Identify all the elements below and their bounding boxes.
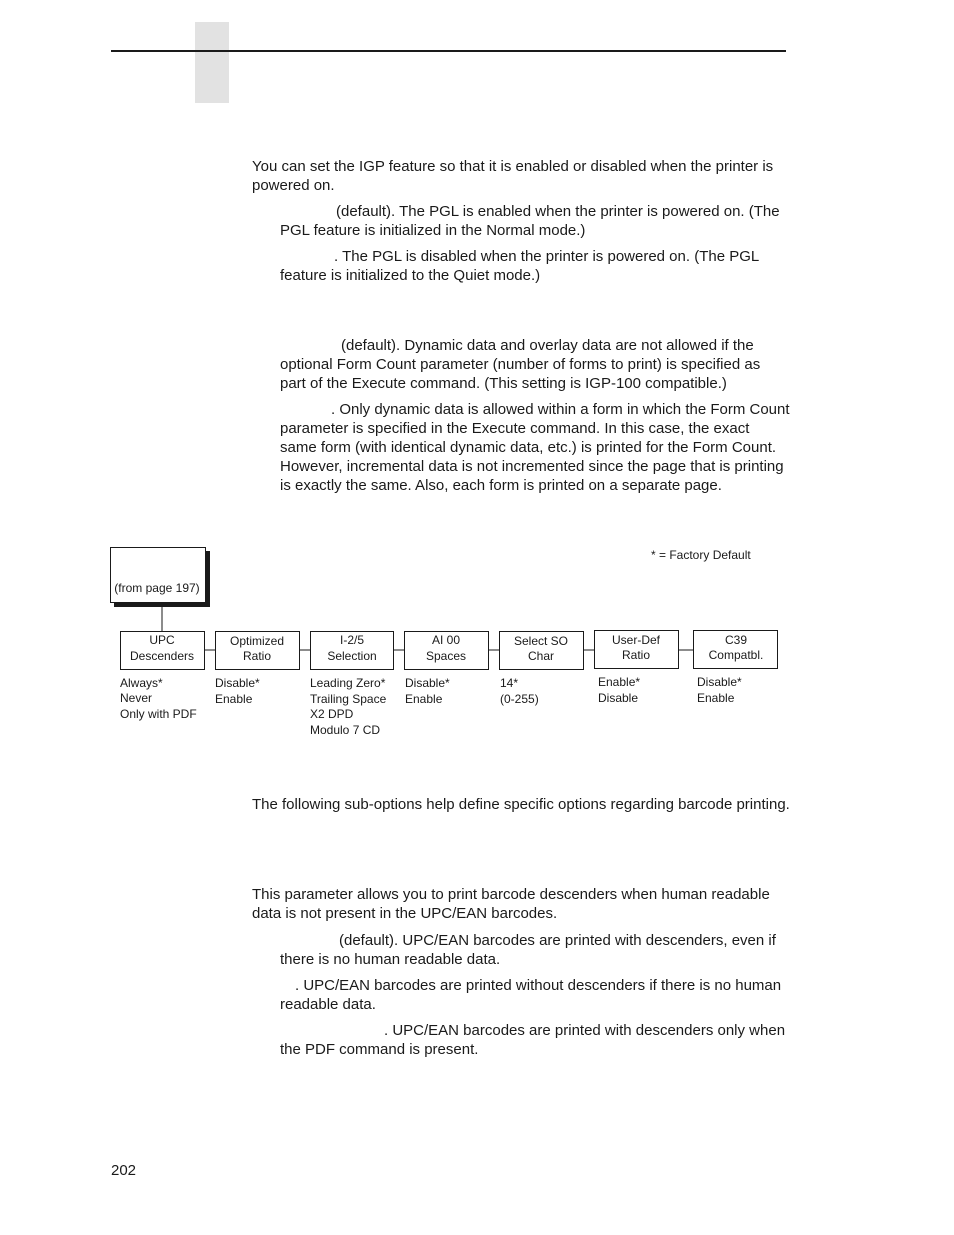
- page-number: 202: [111, 1162, 137, 1179]
- option-disable: Disable*: [697, 675, 742, 689]
- upc-never-description: . UPC/EAN barcodes are printed without descenders if there is no human readable data.: [280, 977, 782, 1013]
- option-always: Always*: [120, 676, 163, 690]
- menu-box-select-so-char: [500, 632, 584, 670]
- option-x2-dpd: X2 DPD: [310, 707, 354, 721]
- pgl-enable-description: (default). The PGL is enabled when the printer is powered on. (The PGL feature is initialized in the Normal mode.): [280, 203, 780, 239]
- factory-default-note: * = Factory Default: [651, 548, 751, 562]
- menu-box-user-def-ratio: [595, 631, 679, 669]
- upc-only-pdf-description: . UPC/EAN barcodes are printed with descenders only when the PDF command is present.: [280, 1022, 786, 1058]
- option-range: (0-255): [500, 692, 539, 706]
- box-label-line1: Select SO: [513, 634, 569, 648]
- box-label-line2: Ratio: [621, 648, 651, 662]
- option-enable: Enable: [215, 692, 253, 706]
- option-enable: Enable: [405, 692, 443, 706]
- option-never: Never: [120, 691, 153, 705]
- box-label-line2: Ratio: [242, 649, 272, 663]
- box-label-line2: Spaces: [425, 649, 467, 663]
- menu-box-c39-compatbl: [694, 631, 778, 669]
- box-label-line1: I-2/5: [339, 633, 365, 647]
- box-label-line2: Descenders: [129, 649, 195, 663]
- box-label-line2: Char: [527, 649, 555, 663]
- source-box-label: (from page 197): [114, 581, 200, 595]
- box-label-line1: AI 00: [431, 633, 461, 647]
- option-14: 14*: [500, 676, 519, 690]
- box-label-line2: Selection: [327, 649, 377, 663]
- menu-box-optimized-ratio: [216, 632, 300, 670]
- box-label-line1: C39: [724, 633, 748, 647]
- option-disable: Disable*: [215, 676, 260, 690]
- upc-intro-text: This parameter allows you to print barcode descenders when human readable data is not present in the UPC/EAN barcodes.: [252, 886, 770, 922]
- menu-box-i25-selection: [311, 632, 394, 670]
- pgl-disable-description: . The PGL is disabled when the printer is powered on. (The PGL feature is initialized to the Quiet mode.): [280, 248, 759, 284]
- option-enable: Enable*: [598, 675, 641, 689]
- option-trailing-space: Trailing Space: [310, 692, 387, 706]
- box-label-line1: User-Def: [611, 633, 661, 647]
- box-label-line2: Compatbl.: [708, 648, 764, 662]
- menu-box-ai00-spaces: [405, 632, 489, 670]
- execute-enable-description: . Only dynamic data is allowed within a form in which the Form Count parameter is specified in the Execute command. In this case, the exact same form (with identical dynamic data, etc.) is printed for the Form Count. However, incremental data is not incremented since the page that is printing is exactly the same. Also, each form is printed on a separate page.: [280, 401, 790, 494]
- upc-always-description: (default). UPC/EAN barcodes are printed with descenders, even if there is no human readable data.: [280, 932, 776, 968]
- box-label-line1: UPC: [149, 633, 175, 647]
- option-only-with-pdf: Only with PDF: [120, 707, 197, 721]
- option-modulo-7-cd: Modulo 7 CD: [310, 723, 381, 737]
- menu-box-upc-descenders: [121, 632, 205, 670]
- box-label-line1: Optimized: [229, 634, 285, 648]
- option-enable: Enable: [697, 691, 735, 705]
- pgl-intro-text: You can set the IGP feature so that it is enabled or disabled when the printer is powered on.: [252, 158, 774, 194]
- option-disable: Disable*: [405, 676, 450, 690]
- option-leading-zero: Leading Zero*: [310, 676, 386, 690]
- execute-disable-description: (default). Dynamic data and overlay data are not allowed if the optional Form Count parameter (number of forms to print) is specified as part of the Execute command. (This setting is IGP-100 compatible.): [280, 337, 761, 392]
- option-disable: Disable: [598, 691, 639, 705]
- barcode-intro-text: The following sub-options help define specific options regarding barcode printing.: [252, 796, 790, 813]
